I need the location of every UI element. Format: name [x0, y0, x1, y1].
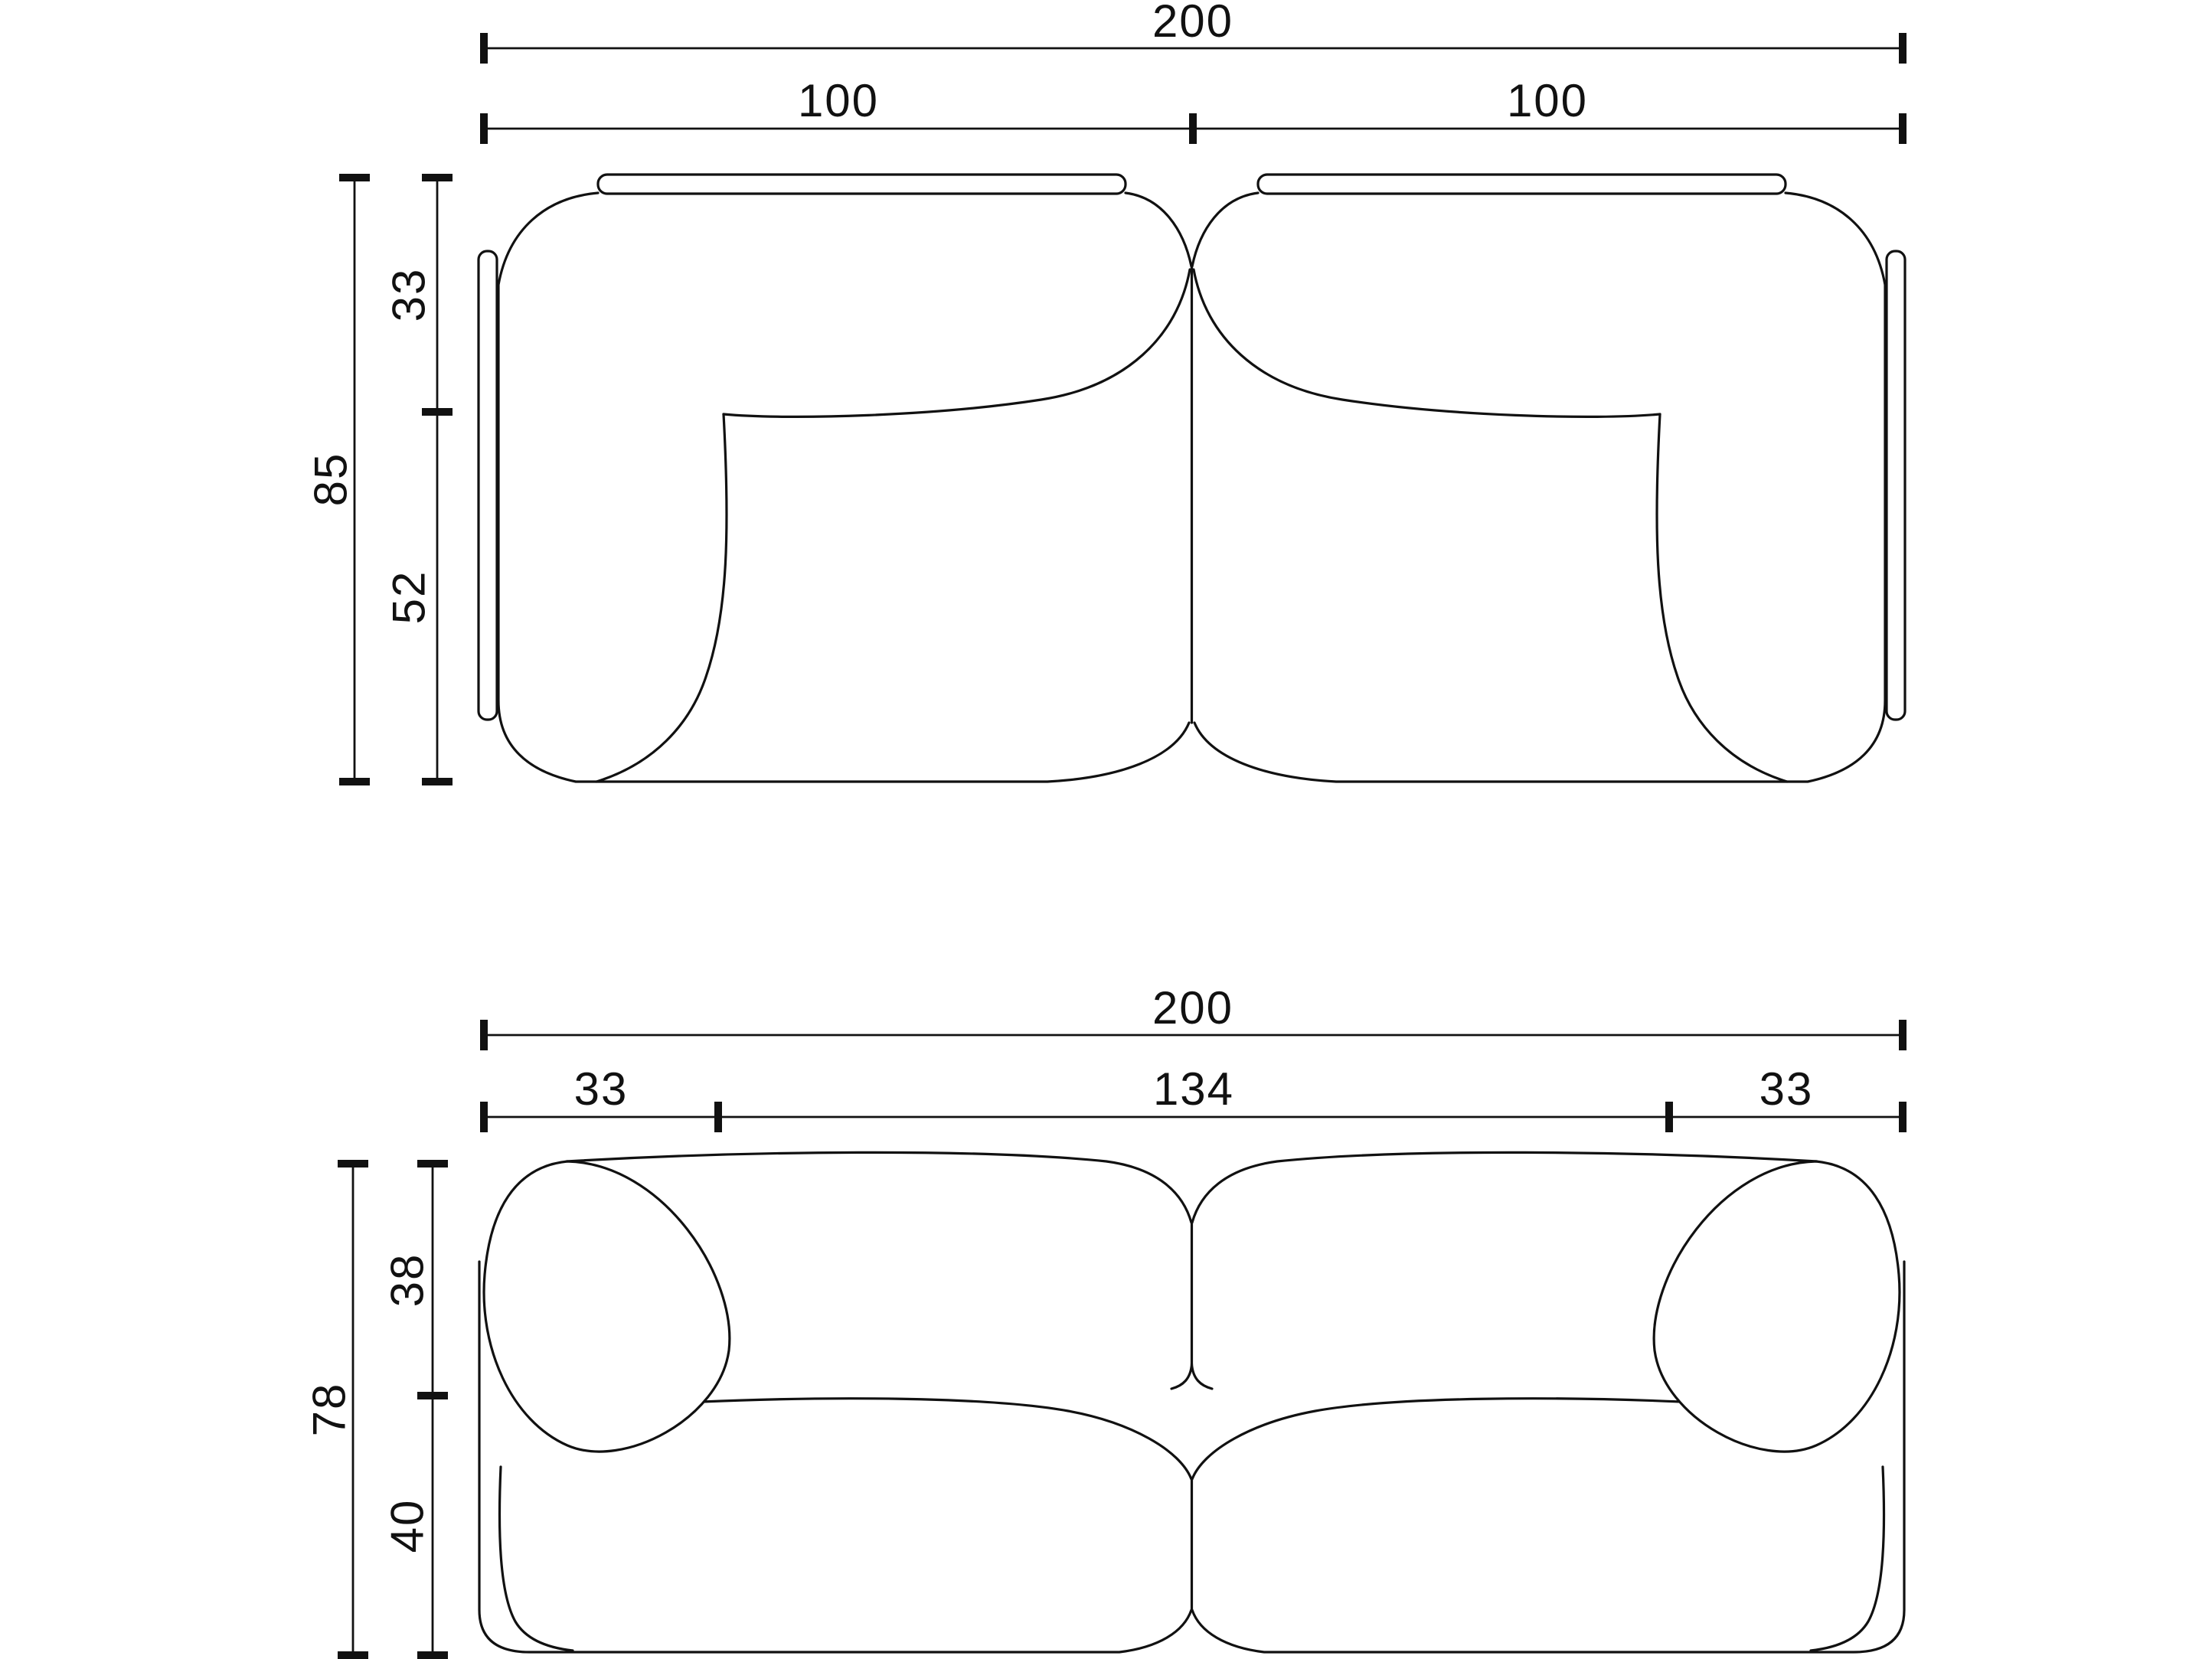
top-view-dim-total-width: [484, 0, 1903, 64]
front-view: [304, 982, 1905, 1655]
top-view: [305, 0, 1906, 782]
front-view-center-seam-fork-left: [1171, 1364, 1192, 1389]
top-view-dim-module-right-label: 100: [1506, 75, 1589, 126]
top-view-left-seat-curve: [596, 414, 727, 782]
front-view-dim-seat-span-label: 134: [1152, 1063, 1235, 1115]
top-view-dim-depth-total-label: 85: [305, 452, 357, 507]
front-view-dim-height-lower-label: 40: [381, 1498, 433, 1553]
top-view-dim-depth-split: [384, 178, 453, 782]
front-view-left-base-inner-line: [499, 1467, 573, 1651]
front-view-dim-segments: [484, 1063, 1903, 1132]
top-view-right-module-outline: [1194, 193, 1885, 782]
front-view-left-seat-top-line: [702, 1399, 1191, 1479]
top-view-dim-total-width-label: 200: [1152, 0, 1234, 47]
front-view-dim-height-total: [304, 1164, 369, 1655]
top-view-right-backrest-curve: [1194, 269, 1660, 416]
front-view-dim-arm-left-label: 33: [573, 1063, 629, 1115]
front-view-dim-total-width: [484, 982, 1903, 1050]
top-view-left-armrest-bar: [479, 251, 497, 720]
top-view-right-seat-curve: [1657, 414, 1787, 782]
front-view-left-armrest-cushion: [484, 1161, 730, 1452]
top-view-dim-depth-total: [305, 178, 371, 782]
front-view-dim-height-upper-label: 38: [381, 1252, 433, 1308]
front-view-right-base-inner-line: [1811, 1467, 1884, 1651]
front-view-dim-arm-right-label: 33: [1759, 1063, 1814, 1115]
front-view-dim-total-width-label: 200: [1152, 982, 1234, 1034]
top-view-left-module-top-right-corner: [1126, 193, 1191, 266]
top-view-dim-depth-back-label: 33: [383, 267, 435, 322]
front-view-dim-height-split: [382, 1164, 449, 1655]
front-view-dim-height-total-label: 78: [303, 1382, 355, 1437]
top-view-right-back-cushion-bar: [1258, 175, 1786, 194]
top-view-left-module-outline: [498, 193, 1189, 782]
top-view-left-backrest-curve: [724, 269, 1190, 416]
front-view-right-armrest-cushion: [1654, 1161, 1900, 1452]
top-view-dim-module-left-label: 100: [797, 75, 880, 126]
top-view-right-armrest-bar: [1887, 251, 1905, 720]
top-view-dim-module-widths: [484, 75, 1903, 144]
front-view-right-seat-top-line: [1192, 1399, 1681, 1479]
front-view-center-seam-fork-right: [1192, 1364, 1213, 1389]
top-view-right-module-top-left-corner: [1192, 193, 1258, 266]
top-view-left-back-cushion-bar: [598, 175, 1126, 194]
top-view-dim-depth-seat-label: 52: [383, 570, 435, 625]
